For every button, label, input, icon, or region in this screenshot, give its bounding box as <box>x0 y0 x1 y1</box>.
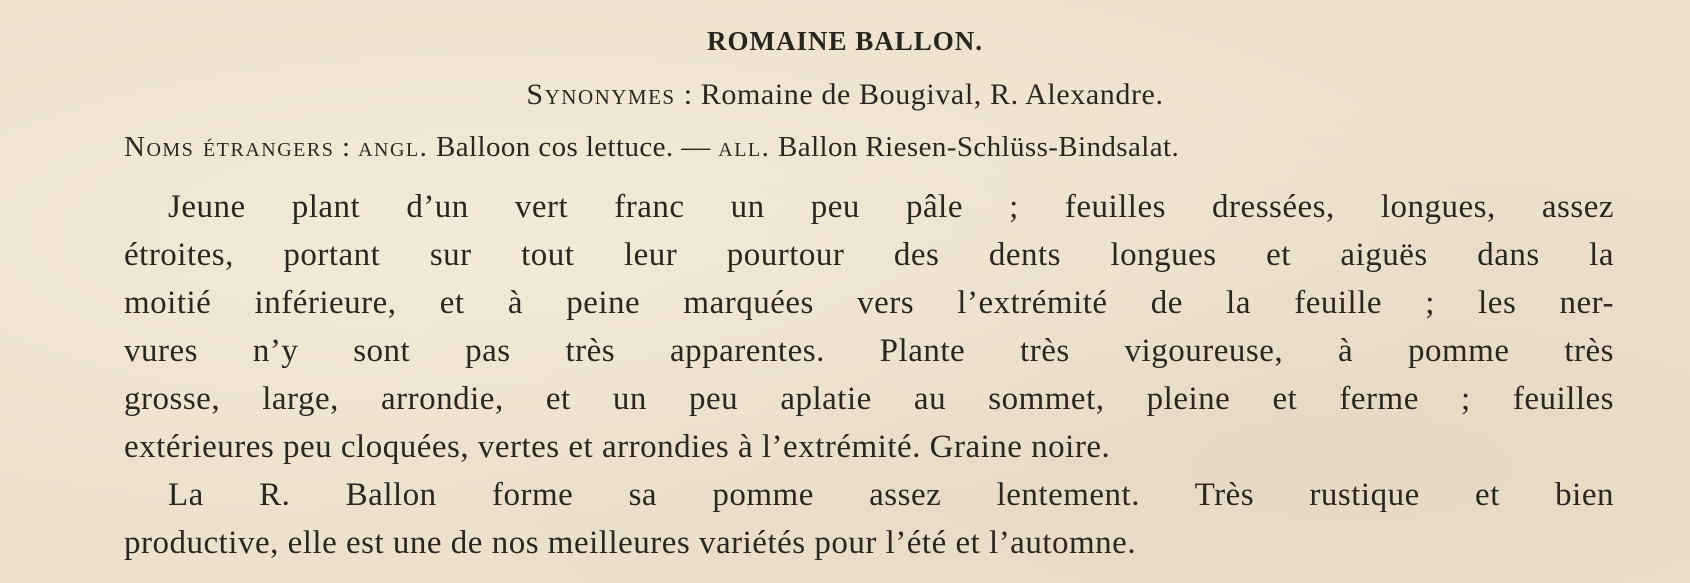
foreign-names-separator: : <box>334 131 359 163</box>
text-line: Jeune plant d’un vert franc un peu pâle ; feuilles dressées, longues, assez <box>168 189 1614 225</box>
text-line: grosse, large, arrondie, et un peu aplatie au sommet, pleine et ferme ; feuilles <box>124 381 1614 417</box>
text-line: La R. Ballon forme sa pomme assez lentement. Très rustique et bien <box>168 477 1614 513</box>
german-label: all. <box>718 131 771 163</box>
english-name: Balloon cos lettuce. — <box>428 131 719 163</box>
synonyms-line <box>0 78 1690 112</box>
foreign-names-line <box>124 131 1614 164</box>
text-line: vures n’y sont pas très apparentes. Plante très vigoureuse, à pomme très <box>124 333 1614 369</box>
foreign-names-label: Noms étrangers <box>124 131 335 163</box>
text-line: extérieures peu cloquées, vertes et arrondies à l’extrémité. Graine noire. <box>124 429 1111 465</box>
english-label: angl. <box>358 131 429 163</box>
synonyms-value: Romaine de Bougival, R. Alexandre. <box>700 78 1164 111</box>
text-line: moitié inférieure, et à peine marquées vers l’extrémité de la feuille ; les ner- <box>124 285 1614 321</box>
text-line: étroites, portant sur tout leur pourtour des dents longues et aiguës dans la <box>124 237 1614 273</box>
notes-paragraph <box>124 471 1614 567</box>
synonyms-label: Synonymes <box>526 78 676 111</box>
synonyms-separator: : <box>675 78 701 111</box>
text-line: productive, elle est une de nos meilleures variétés pour l’été et l’automne. <box>124 525 1137 561</box>
description-paragraph <box>124 183 1614 471</box>
page-title: ROMAINE BALLON. <box>706 26 984 56</box>
german-name: Ballon Riesen-Schlüss-Bindsalat. <box>770 131 1180 163</box>
